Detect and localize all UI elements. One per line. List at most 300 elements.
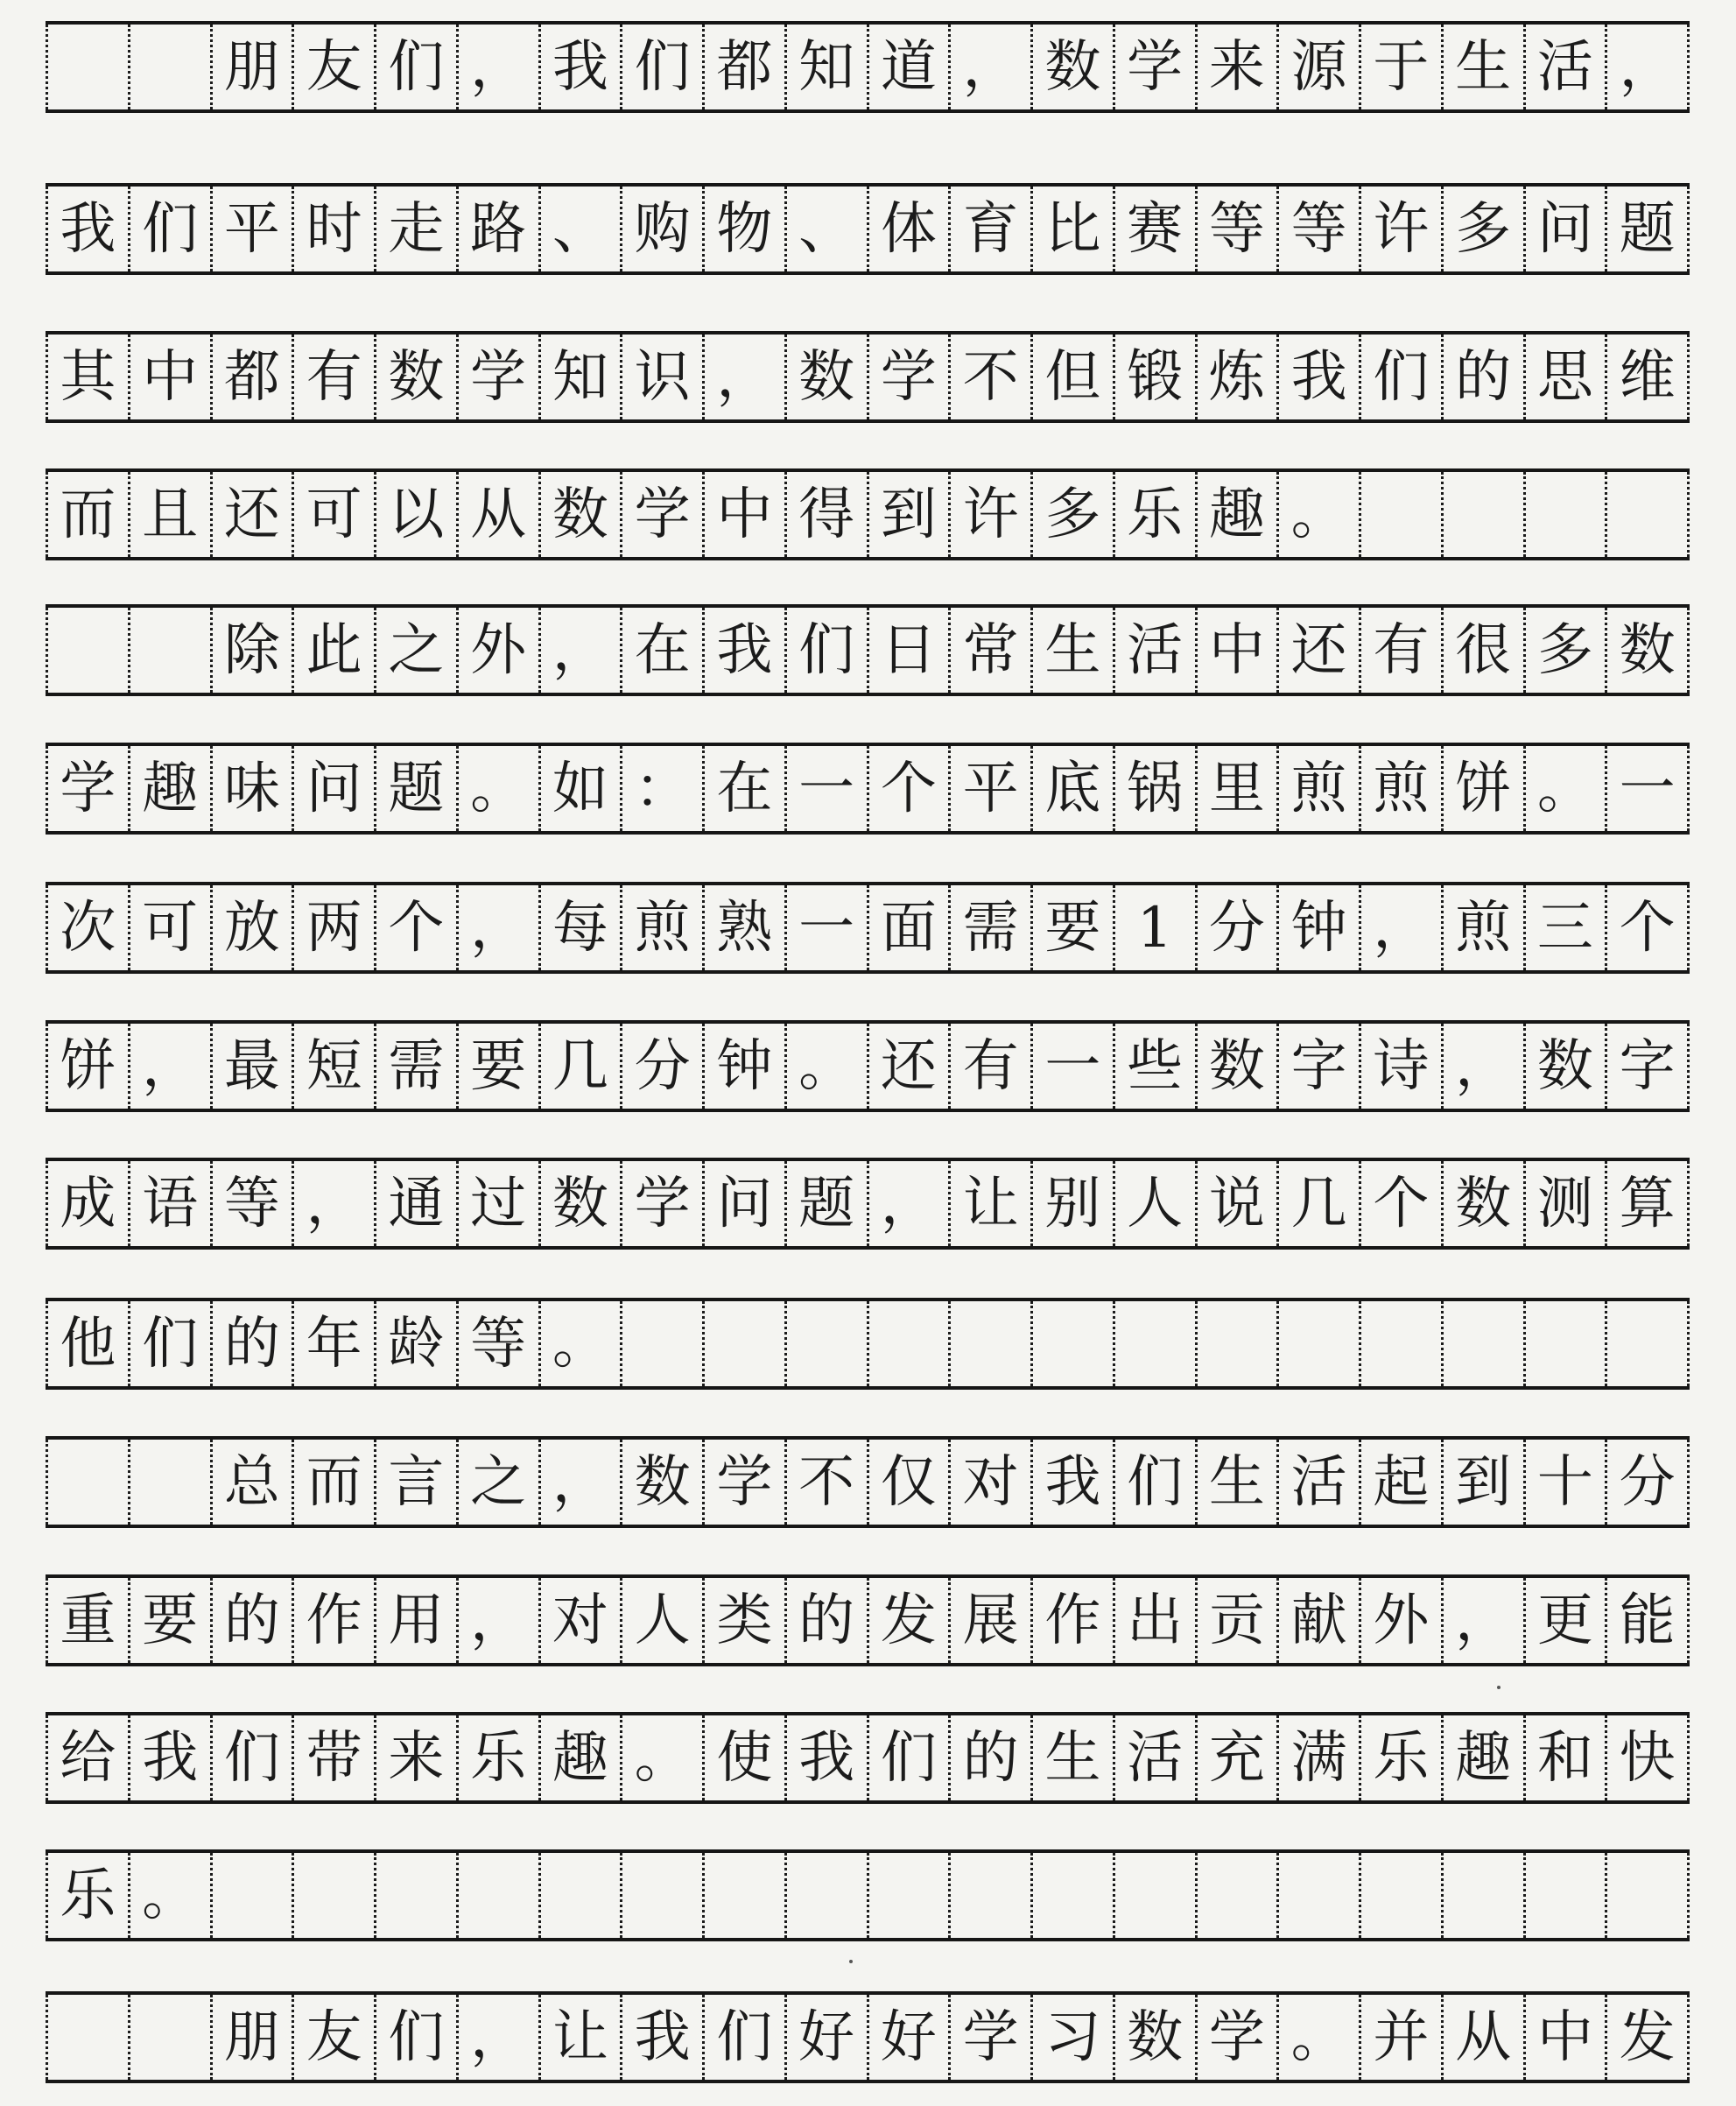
- grid-cell: 们: [374, 1995, 456, 2080]
- grid-cell: 学: [1113, 25, 1195, 109]
- grid-cell: 成: [46, 1161, 128, 1246]
- grid-cell: 日: [867, 608, 949, 693]
- grid-cell: 些: [1113, 1024, 1195, 1109]
- grid-cell: [1195, 1301, 1277, 1386]
- grid-cell: 到: [1441, 1440, 1523, 1525]
- grid-cell: 问: [1523, 187, 1606, 271]
- grid-cell: 趣: [128, 746, 210, 831]
- grid-cell: 题: [784, 1161, 867, 1246]
- grid-cell: 数: [784, 335, 867, 419]
- grid-cell: [1523, 1853, 1606, 1938]
- grid-cell: 数: [374, 335, 456, 419]
- grid-cell: 通: [374, 1161, 456, 1246]
- grid-cell: 但: [1030, 335, 1113, 419]
- grid-cell: 思: [1523, 335, 1606, 419]
- grid-cell: 短: [292, 1024, 374, 1109]
- grid-cell: 活: [1276, 1440, 1359, 1525]
- grid-cell: [784, 1301, 867, 1386]
- grid-cell: 我: [128, 1715, 210, 1800]
- grid-cell: 给: [46, 1715, 128, 1800]
- grid-cell: 数: [1195, 1024, 1277, 1109]
- grid-cell: 朋: [210, 25, 292, 109]
- grid-cell: 生: [1030, 1715, 1113, 1800]
- grid-cell: 使: [702, 1715, 784, 1800]
- grid-cell: 育: [948, 187, 1030, 271]
- grid-cell: 出: [1113, 1578, 1195, 1663]
- grid-cell: 他: [46, 1301, 128, 1386]
- grid-cell: 煎: [620, 885, 702, 970]
- grid-cell: [702, 1853, 784, 1938]
- paper-speck: [849, 1960, 853, 1963]
- grid-cell: ，: [1359, 885, 1441, 970]
- grid-cell: 带: [292, 1715, 374, 1800]
- grid-cell: 活: [1523, 25, 1606, 109]
- grid-cell: 数: [1030, 25, 1113, 109]
- grid-line-2: [46, 183, 1690, 275]
- grid-cell: [128, 1995, 210, 2080]
- grid-cell: 们: [128, 1301, 210, 1386]
- grid-cell: 对: [538, 1578, 621, 1663]
- grid-cell: 要: [456, 1024, 538, 1109]
- grid-cell: 有: [1359, 608, 1441, 693]
- grid-cell: 之: [456, 1440, 538, 1525]
- grid-cell: ，: [1441, 1578, 1523, 1663]
- grid-cell: 年: [292, 1301, 374, 1386]
- grid-cell: 多: [1441, 187, 1523, 271]
- grid-line-11: [46, 1436, 1690, 1528]
- grid-cell: 分: [1605, 1440, 1690, 1525]
- grid-cell: [1276, 1301, 1359, 1386]
- grid-cell: 其: [46, 335, 128, 419]
- grid-cell: 许: [948, 472, 1030, 557]
- grid-cell: [1523, 472, 1606, 557]
- grid-cell: [1359, 472, 1441, 557]
- grid-cell: 分: [620, 1024, 702, 1109]
- grid-cell: [1276, 1853, 1359, 1938]
- grid-cell: 走: [374, 187, 456, 271]
- grid-cell: 的: [948, 1715, 1030, 1800]
- grid-cell: 学: [46, 746, 128, 831]
- grid-cell: 问: [292, 746, 374, 831]
- grid-cell: 而: [46, 472, 128, 557]
- grid-cell: 煎: [1359, 746, 1441, 831]
- grid-line-13: [46, 1712, 1690, 1804]
- grid-cell: 等: [1276, 187, 1359, 271]
- grid-cell: 且: [128, 472, 210, 557]
- grid-cell: [1441, 1301, 1523, 1386]
- grid-cell: 几: [1276, 1161, 1359, 1246]
- grid-cell: 从: [1441, 1995, 1523, 2080]
- grid-cell: 朋: [210, 1995, 292, 2080]
- grid-cell: 知: [784, 25, 867, 109]
- grid-cell: ，: [948, 25, 1030, 109]
- grid-cell: 还: [1276, 608, 1359, 693]
- grid-cell: 煎: [1441, 885, 1523, 970]
- grid-cell: 算: [1605, 1161, 1690, 1246]
- grid-cell: 习: [1030, 1995, 1113, 2080]
- grid-cell: 数: [1441, 1161, 1523, 1246]
- grid-cell: 我: [538, 25, 621, 109]
- grid-cell: 对: [948, 1440, 1030, 1525]
- grid-cell: 平: [210, 187, 292, 271]
- grid-cell: 中: [1195, 608, 1277, 693]
- grid-cell: 们: [210, 1715, 292, 1800]
- grid-cell: 人: [620, 1578, 702, 1663]
- grid-cell: 源: [1276, 25, 1359, 109]
- grid-cell: 问: [702, 1161, 784, 1246]
- grid-cell: 个: [1605, 885, 1690, 970]
- grid-cell: 字: [1276, 1024, 1359, 1109]
- grid-cell: 一: [784, 885, 867, 970]
- grid-cell: [784, 1853, 867, 1938]
- grid-cell: 个: [1359, 1161, 1441, 1246]
- grid-cell: 锻: [1113, 335, 1195, 419]
- grid-cell: [1359, 1301, 1441, 1386]
- grid-cell: 字: [1605, 1024, 1690, 1109]
- grid-cell: [1605, 472, 1690, 557]
- grid-cell: 们: [374, 25, 456, 109]
- grid-line-6: [46, 743, 1690, 835]
- grid-cell: ，: [1605, 25, 1690, 109]
- grid-cell: [46, 25, 128, 109]
- grid-cell: [867, 1853, 949, 1938]
- grid-cell: 个: [867, 746, 949, 831]
- grid-cell: 让: [948, 1161, 1030, 1246]
- grid-cell: 底: [1030, 746, 1113, 831]
- grid-cell: ，: [128, 1024, 210, 1109]
- grid-cell: 。: [456, 746, 538, 831]
- grid-cell: 生: [1441, 25, 1523, 109]
- grid-cell: 和: [1523, 1715, 1606, 1800]
- grid-cell: 饼: [1441, 746, 1523, 831]
- grid-cell: 数: [538, 472, 621, 557]
- grid-cell: [374, 1853, 456, 1938]
- grid-cell: 分: [1195, 885, 1277, 970]
- grid-cell: 路: [456, 187, 538, 271]
- grid-cell: 一: [1605, 746, 1690, 831]
- paper-speck: [1497, 1686, 1501, 1689]
- grid-cell: 熟: [702, 885, 784, 970]
- grid-line-7: [46, 882, 1690, 974]
- grid-cell: [1113, 1853, 1195, 1938]
- grid-cell: 类: [702, 1578, 784, 1663]
- grid-cell: 次: [46, 885, 128, 970]
- grid-cell: 学: [620, 472, 702, 557]
- grid-cell: 生: [1195, 1440, 1277, 1525]
- grid-cell: 人: [1113, 1161, 1195, 1246]
- grid-cell: 味: [210, 746, 292, 831]
- grid-cell: 。: [1276, 1995, 1359, 2080]
- grid-cell: 我: [46, 187, 128, 271]
- grid-line-10: [46, 1298, 1690, 1390]
- grid-cell: 满: [1276, 1715, 1359, 1800]
- grid-cell: [456, 1853, 538, 1938]
- grid-cell: 趣: [1195, 472, 1277, 557]
- grid-cell: 我: [1276, 335, 1359, 419]
- grid-cell: ，: [702, 335, 784, 419]
- grid-line-14: [46, 1849, 1690, 1941]
- grid-cell: 学: [702, 1440, 784, 1525]
- grid-cell: 每: [538, 885, 621, 970]
- grid-cell: 多: [1523, 608, 1606, 693]
- grid-cell: 数: [538, 1161, 621, 1246]
- grid-cell: 们: [1359, 335, 1441, 419]
- grid-cell: 说: [1195, 1161, 1277, 1246]
- grid-cell: 趣: [538, 1715, 621, 1800]
- grid-cell: ，: [456, 25, 538, 109]
- grid-cell: [128, 1440, 210, 1525]
- grid-cell: 1: [1113, 885, 1195, 970]
- grid-cell: 到: [867, 472, 949, 557]
- grid-cell: 在: [620, 608, 702, 693]
- grid-cell: 等: [456, 1301, 538, 1386]
- grid-cell: 作: [292, 1578, 374, 1663]
- grid-cell: 并: [1359, 1995, 1441, 2080]
- grid-cell: [1195, 1853, 1277, 1938]
- grid-cell: 需: [948, 885, 1030, 970]
- grid-cell: 能: [1605, 1578, 1690, 1663]
- grid-cell: 得: [784, 472, 867, 557]
- grid-cell: 仅: [867, 1440, 949, 1525]
- grid-cell: 从: [456, 472, 538, 557]
- grid-cell: 数: [620, 1440, 702, 1525]
- grid-cell: 充: [1195, 1715, 1277, 1800]
- grid-cell: 还: [210, 472, 292, 557]
- grid-cell: 贡: [1195, 1578, 1277, 1663]
- grid-cell: 重: [46, 1578, 128, 1663]
- grid-cell: [128, 608, 210, 693]
- grid-cell: 来: [1195, 25, 1277, 109]
- grid-cell: 数: [1113, 1995, 1195, 2080]
- grid-cell: 别: [1030, 1161, 1113, 1246]
- grid-cell: 更: [1523, 1578, 1606, 1663]
- grid-cell: [128, 25, 210, 109]
- grid-cell: 外: [456, 608, 538, 693]
- grid-cell: ，: [456, 885, 538, 970]
- grid-cell: 诗: [1359, 1024, 1441, 1109]
- grid-cell: 们: [867, 1715, 949, 1800]
- grid-cell: 总: [210, 1440, 292, 1525]
- grid-cell: 最: [210, 1024, 292, 1109]
- grid-cell: 我: [620, 1995, 702, 2080]
- grid-cell: [948, 1853, 1030, 1938]
- grid-cell: ，: [292, 1161, 374, 1246]
- grid-cell: [702, 1301, 784, 1386]
- grid-cell: 们: [784, 608, 867, 693]
- grid-cell: 等: [210, 1161, 292, 1246]
- grid-cell: 、: [784, 187, 867, 271]
- grid-cell: [1441, 472, 1523, 557]
- grid-line-1: [46, 21, 1690, 113]
- grid-cell: 要: [128, 1578, 210, 1663]
- grid-cell: 的: [210, 1301, 292, 1386]
- grid-cell: [46, 608, 128, 693]
- grid-cell: ，: [456, 1578, 538, 1663]
- grid-cell: 展: [948, 1578, 1030, 1663]
- grid-cell: 有: [292, 335, 374, 419]
- grid-cell: 。: [128, 1853, 210, 1938]
- grid-cell: 活: [1113, 608, 1195, 693]
- grid-cell: 中: [1523, 1995, 1606, 2080]
- grid-cell: 不: [784, 1440, 867, 1525]
- grid-line-9: [46, 1158, 1690, 1250]
- grid-cell: 饼: [46, 1024, 128, 1109]
- grid-cell: 过: [456, 1161, 538, 1246]
- grid-cell: 趣: [1441, 1715, 1523, 1800]
- grid-cell: 学: [948, 1995, 1030, 2080]
- grid-cell: 如: [538, 746, 621, 831]
- grid-cell: [46, 1440, 128, 1525]
- grid-cell: 们: [1113, 1440, 1195, 1525]
- grid-cell: 的: [210, 1578, 292, 1663]
- grid-cell: 物: [702, 187, 784, 271]
- grid-cell: ，: [867, 1161, 949, 1246]
- grid-cell: 面: [867, 885, 949, 970]
- grid-cell: 活: [1113, 1715, 1195, 1800]
- grid-cell: 体: [867, 187, 949, 271]
- grid-cell: 两: [292, 885, 374, 970]
- grid-cell: [1359, 1853, 1441, 1938]
- grid-cell: 都: [702, 25, 784, 109]
- grid-cell: 发: [867, 1578, 949, 1663]
- grid-cell: [1605, 1853, 1690, 1938]
- grid-cell: 不: [948, 335, 1030, 419]
- grid-line-3: [46, 331, 1690, 423]
- grid-cell: 有: [948, 1024, 1030, 1109]
- grid-cell: [867, 1301, 949, 1386]
- grid-cell: 可: [128, 885, 210, 970]
- grid-cell: 们: [128, 187, 210, 271]
- grid-cell: 乐: [46, 1853, 128, 1938]
- grid-cell: 生: [1030, 608, 1113, 693]
- grid-cell: 语: [128, 1161, 210, 1246]
- grid-cell: 。: [784, 1024, 867, 1109]
- grid-cell: 赛: [1113, 187, 1195, 271]
- grid-cell: 我: [784, 1715, 867, 1800]
- grid-cell: 个: [374, 885, 456, 970]
- grid-cell: 友: [292, 1995, 374, 2080]
- grid-cell: 好: [867, 1995, 949, 2080]
- grid-cell: 放: [210, 885, 292, 970]
- grid-cell: 很: [1441, 608, 1523, 693]
- grid-cell: 之: [374, 608, 456, 693]
- grid-cell: 。: [1523, 746, 1606, 831]
- grid-cell: 、: [538, 187, 621, 271]
- grid-cell: [1441, 1853, 1523, 1938]
- grid-cell: 炼: [1195, 335, 1277, 419]
- grid-cell: 锅: [1113, 746, 1195, 831]
- grid-cell: 此: [292, 608, 374, 693]
- grid-cell: [210, 1853, 292, 1938]
- grid-line-15: [46, 1991, 1690, 2083]
- grid-cell: 还: [867, 1024, 949, 1109]
- grid-cell: 几: [538, 1024, 621, 1109]
- grid-cell: 煎: [1276, 746, 1359, 831]
- grid-cell: 龄: [374, 1301, 456, 1386]
- grid-cell: [620, 1853, 702, 1938]
- grid-cell: [1113, 1301, 1195, 1386]
- grid-cell: 我: [702, 608, 784, 693]
- grid-cell: 们: [620, 25, 702, 109]
- grid-cell: 。: [1276, 472, 1359, 557]
- grid-cell: 让: [538, 1995, 621, 2080]
- grid-cell: 许: [1359, 187, 1441, 271]
- grid-cell: 维: [1605, 335, 1690, 419]
- grid-cell: 题: [374, 746, 456, 831]
- grid-cell: 以: [374, 472, 456, 557]
- grid-cell: 数: [1523, 1024, 1606, 1109]
- grid-cell: 友: [292, 25, 374, 109]
- grid-cell: 数: [1605, 608, 1690, 693]
- grid-cell: 常: [948, 608, 1030, 693]
- grid-cell: 用: [374, 1578, 456, 1663]
- grid-cell: 于: [1359, 25, 1441, 109]
- grid-cell: 购: [620, 187, 702, 271]
- grid-cell: [46, 1995, 128, 2080]
- grid-cell: 学: [620, 1161, 702, 1246]
- grid-cell: 里: [1195, 746, 1277, 831]
- grid-cell: 题: [1605, 187, 1690, 271]
- grid-cell: 学: [456, 335, 538, 419]
- grid-cell: [620, 1301, 702, 1386]
- grid-cell: 钟: [702, 1024, 784, 1109]
- grid-cell: [1605, 1301, 1690, 1386]
- grid-cell: 三: [1523, 885, 1606, 970]
- grid-cell: ：: [620, 746, 702, 831]
- grid-cell: 中: [128, 335, 210, 419]
- grid-cell: [1030, 1853, 1113, 1938]
- grid-cell: 学: [1195, 1995, 1277, 2080]
- grid-cell: 平: [948, 746, 1030, 831]
- grid-cell: 中: [702, 472, 784, 557]
- grid-cell: 都: [210, 335, 292, 419]
- grid-cell: 道: [867, 25, 949, 109]
- grid-cell: [948, 1301, 1030, 1386]
- grid-cell: [538, 1853, 621, 1938]
- grid-line-12: [46, 1574, 1690, 1666]
- grid-cell: 我: [1030, 1440, 1113, 1525]
- grid-cell: ，: [538, 1440, 621, 1525]
- grid-cell: 等: [1195, 187, 1277, 271]
- grid-cell: 。: [620, 1715, 702, 1800]
- grid-cell: 知: [538, 335, 621, 419]
- grid-cell: 在: [702, 746, 784, 831]
- grid-cell: 需: [374, 1024, 456, 1109]
- grid-cell: 钟: [1276, 885, 1359, 970]
- grid-cell: 测: [1523, 1161, 1606, 1246]
- grid-cell: 一: [1030, 1024, 1113, 1109]
- grid-cell: 学: [867, 335, 949, 419]
- grid-cell: ，: [1441, 1024, 1523, 1109]
- grid-cell: [1030, 1301, 1113, 1386]
- grid-cell: 除: [210, 608, 292, 693]
- grid-cell: 来: [374, 1715, 456, 1800]
- grid-cell: 起: [1359, 1440, 1441, 1525]
- grid-cell: 要: [1030, 885, 1113, 970]
- grid-line-8: [46, 1020, 1690, 1112]
- grid-cell: [292, 1853, 374, 1938]
- grid-cell: 一: [784, 746, 867, 831]
- grid-cell: ，: [456, 1995, 538, 2080]
- grid-cell: 多: [1030, 472, 1113, 557]
- grid-cell: [1523, 1301, 1606, 1386]
- grid-cell: 可: [292, 472, 374, 557]
- grid-cell: 献: [1276, 1578, 1359, 1663]
- grid-cell: 乐: [456, 1715, 538, 1800]
- grid-cell: 快: [1605, 1715, 1690, 1800]
- grid-cell: 们: [702, 1995, 784, 2080]
- grid-cell: 外: [1359, 1578, 1441, 1663]
